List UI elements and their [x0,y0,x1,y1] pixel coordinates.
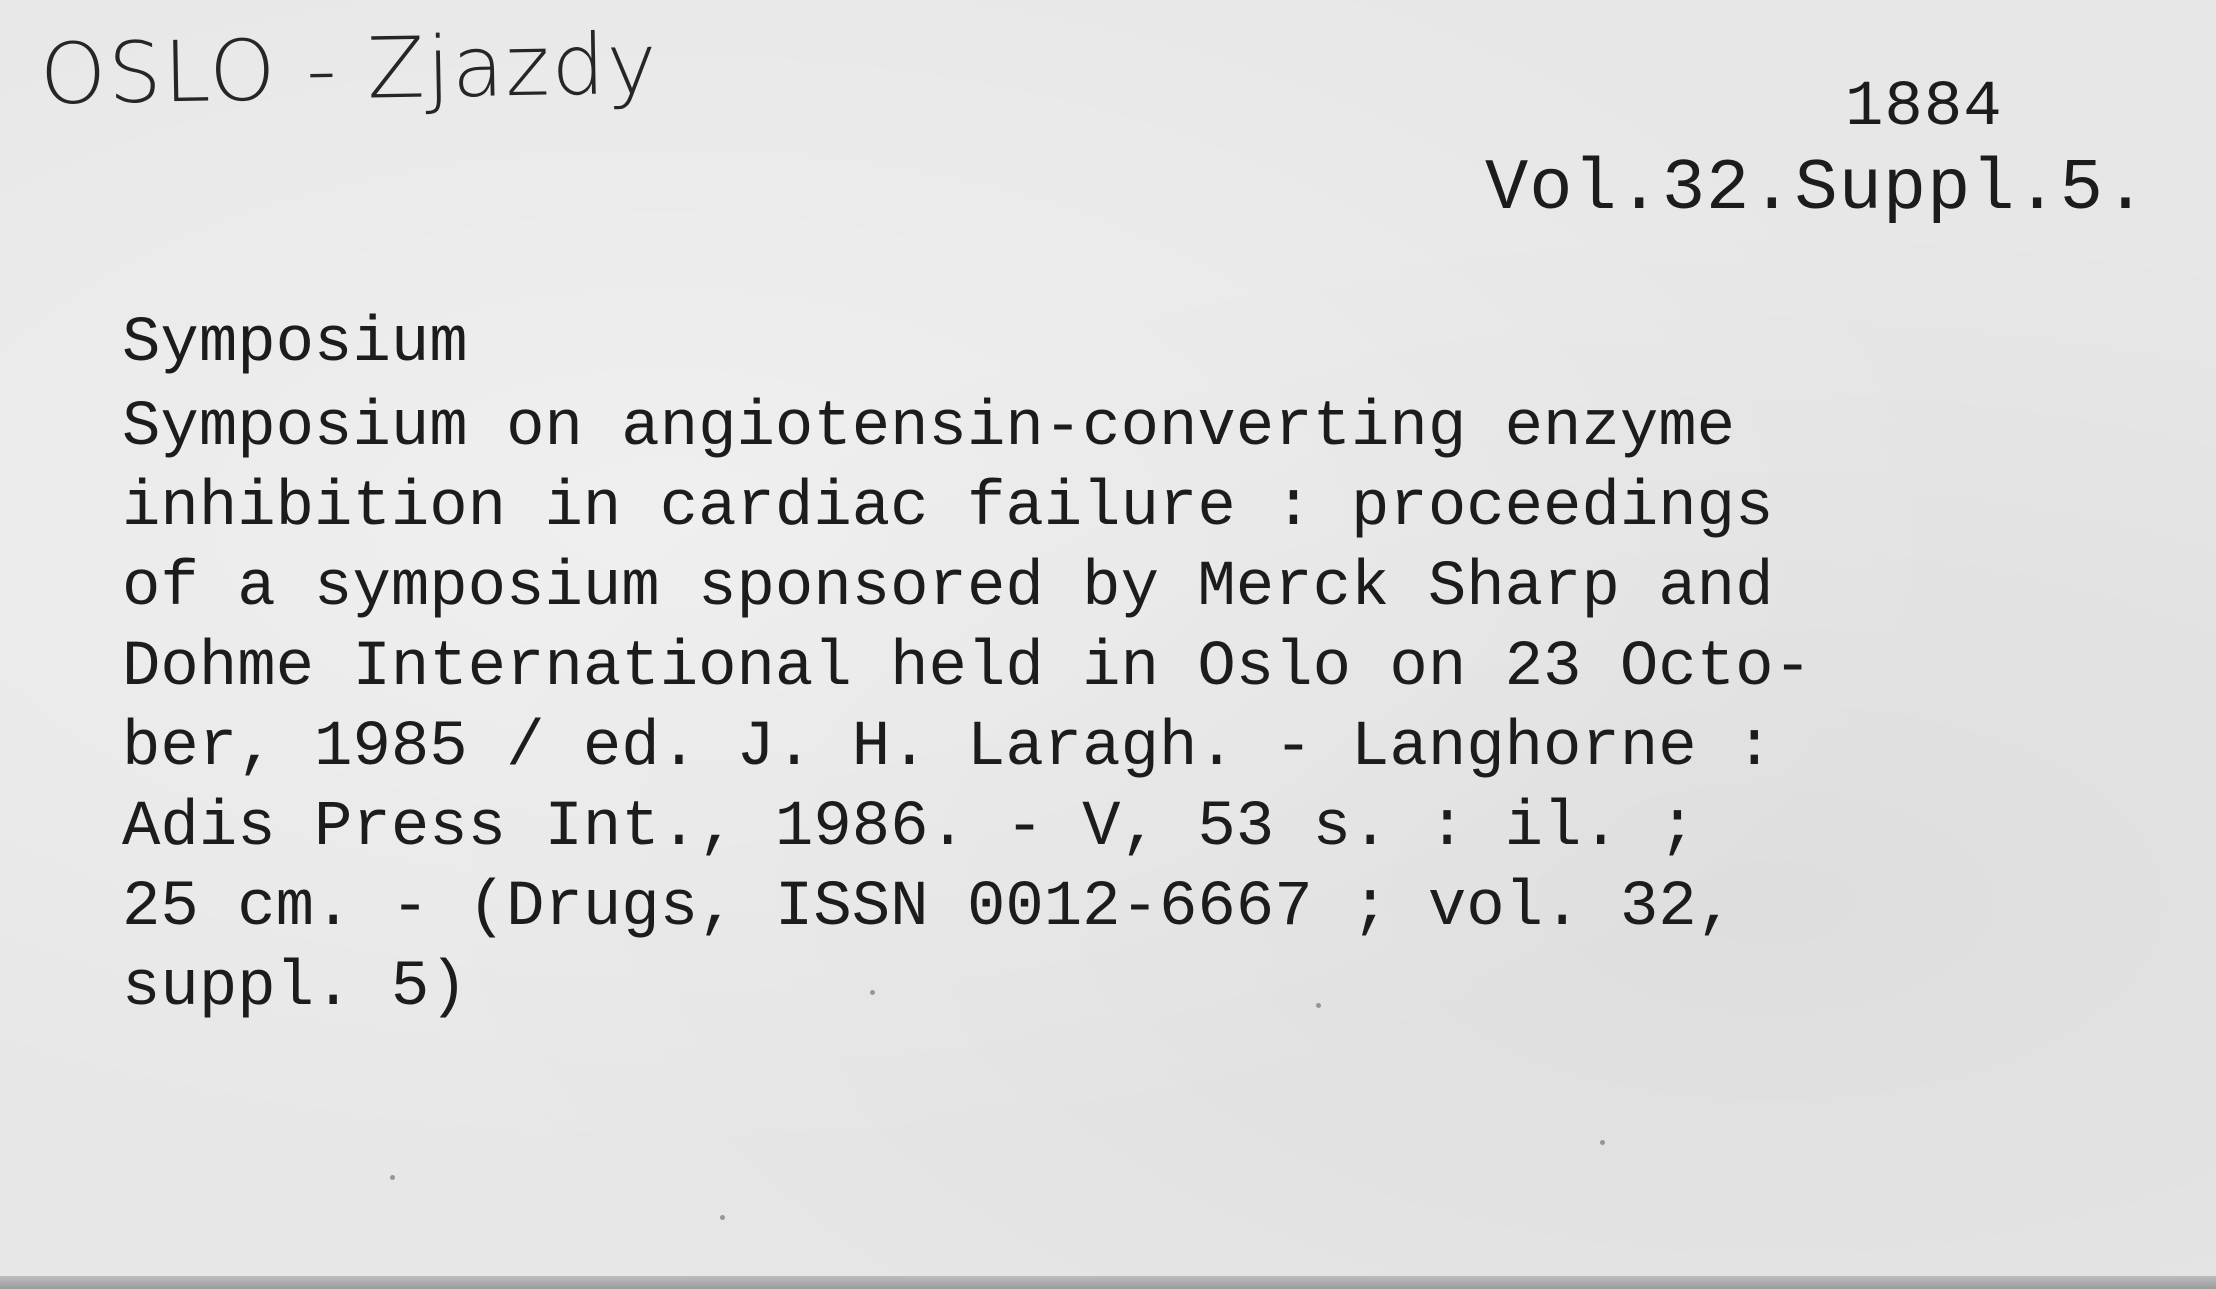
speck [1600,1140,1605,1145]
card-bottom-edge [0,1276,2216,1289]
entry-line: 25 cm. - (Drugs, ISSN 0012-6667 ; vol. 32, [122,872,1736,944]
entry-line: Adis Press Int., 1986. - V, 53 s. : il. ; [122,792,1697,864]
call-number-volume: Vol.32.Suppl.5. [1485,148,2149,230]
entry-line: of a symposium sponsored by Merck Sharp and [122,552,1774,624]
speck [390,1175,395,1180]
bibliographic-entry [122,388,2202,1028]
entry-line: inhibition in cardiac failure : proceedings [122,472,1774,544]
call-number-year: 1884 [1845,72,2003,144]
speck [1316,1003,1321,1008]
entry-line: Symposium on angiotensin-converting enzyme [122,392,1736,464]
entry-line: suppl. 5) [122,952,468,1024]
handwritten-heading: OSLO - Zjazdy [39,14,660,124]
speck [870,990,875,995]
entry-line: ber, 1985 / ed. J. H. Laragh. - Langhorne : [122,712,1774,784]
subject-heading: Symposium [122,308,468,380]
speck [720,1215,725,1220]
entry-line: Dohme International held in Oslo on 23 Octo- [122,632,1812,704]
